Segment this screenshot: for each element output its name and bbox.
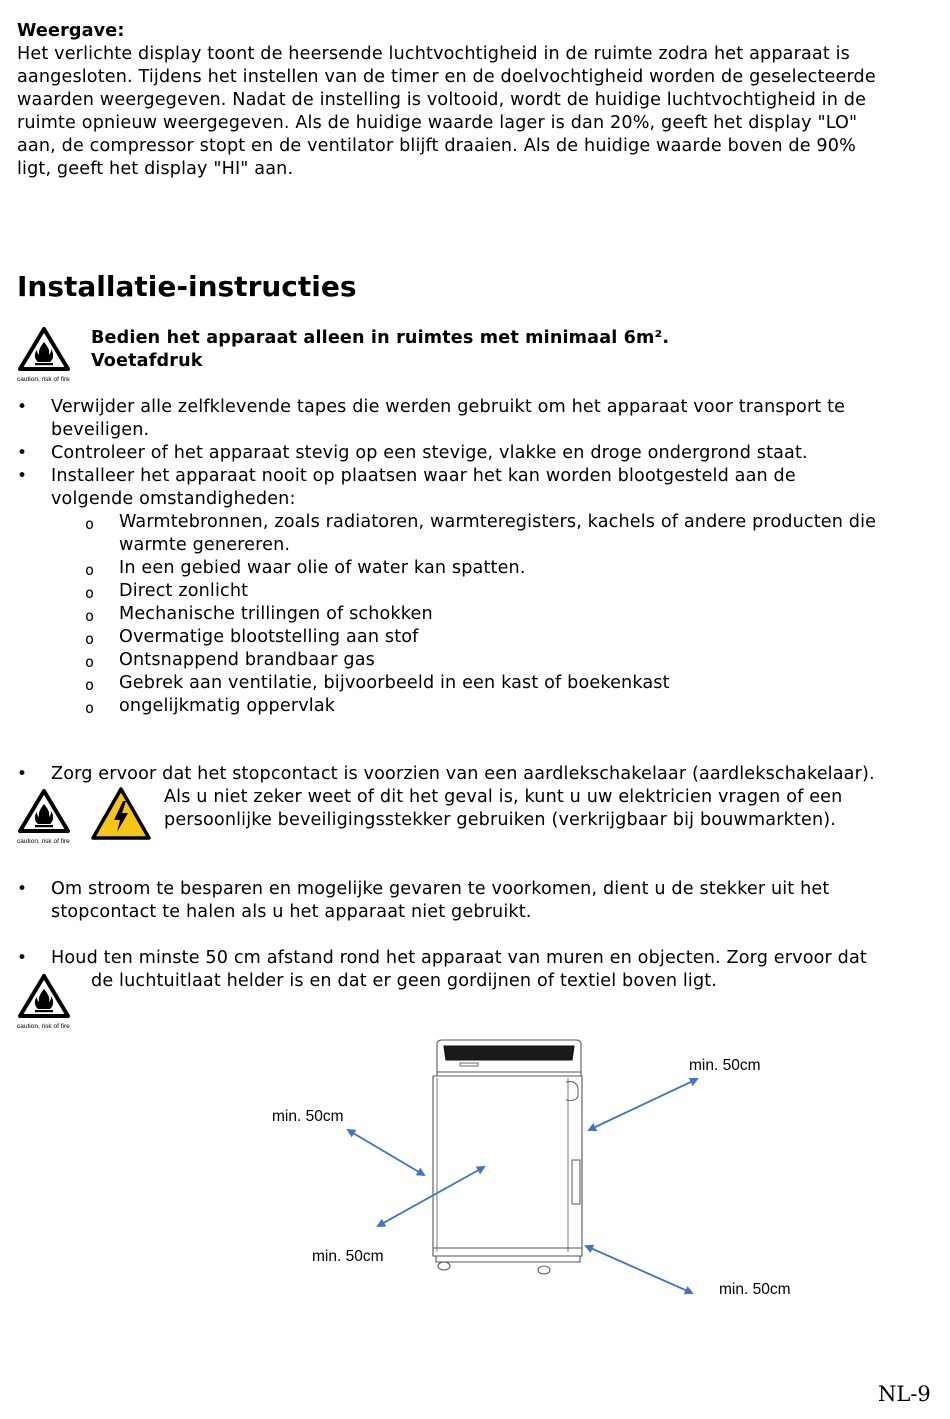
display-paragraph-line: ruimte opnieuw weergegeven. Als de huidige waarde lager is dan 20%, geeft het display "LO" [17,113,858,133]
bullet-icon: • [17,466,28,486]
bullet-text: beveiligen. [51,420,150,440]
display-paragraph-line: waarden weergegeven. Nadat de instelling is voltooid, wordt de huidige luchtvochtigheid in de [17,90,867,110]
display-paragraph-line: aan, de compressor stopt en de ventilator blijft draaien. Als de huidige waarde boven de 90% [17,136,856,156]
label-bottom-left: min. 50cm [312,1248,384,1265]
bullet-icon: • [17,879,28,899]
footprint-label: Voetafdruk [91,351,203,371]
rcd-text: Zorg ervoor dat het stopcontact is voorzien van een aardlekschakelaar (aardlekschakelaar). [51,764,875,784]
sub-bullet-icon: o [85,699,95,717]
dehumidifier-drawing [433,1040,582,1274]
sub-bullet-icon: o [85,630,95,648]
rcd-text: persoonlijke beveiligingsstekker gebruiken (verkrijgbaar bij bouwmarkten). [164,810,837,830]
bullet-icon: • [17,764,28,784]
sub-item-text: ongelijkmatig oppervlak [119,696,336,716]
clearance-figure [0,1030,950,1300]
page-number: NL-9 [878,1382,931,1406]
electric-warning-icon [90,786,152,846]
display-paragraph-line: ligt, geeft het display "HI" aan. [17,159,294,179]
fire-warning-caption: caution, risk of fire [17,1023,70,1030]
fire-warning-caption: caution, risk of fire [17,376,70,383]
sub-item-text: Overmatige blootstelling aan stof [119,627,419,647]
display-heading: Weergave: [17,21,125,41]
power-text: stopcontact te halen als u het apparaat niet gebruikt. [51,902,532,922]
sub-bullet-icon: o [85,561,95,579]
bullet-text: Installeer het apparaat nooit op plaatsen waar het kan worden blootgesteld aan de [51,466,796,486]
sub-item-text: warmte genereren. [119,535,291,555]
sub-bullet-icon: o [85,515,95,533]
install-heading: Installatie-instructies [17,270,357,303]
bullet-icon: • [17,948,28,968]
bullet-text: Controleer of het apparaat stevig op een stevige, vlakke en droge ondergrond staat. [51,443,808,463]
fire-warning-icon [17,788,71,845]
bullet-icon: • [17,397,28,417]
label-top-right: min. 50cm [689,1057,761,1074]
sub-bullet-icon: o [85,653,95,671]
clearance-text: Houd ten minste 50 cm afstand rond het apparaat van muren en objecten. Zorg ervoor dat [51,948,867,968]
sub-bullet-icon: o [85,584,95,602]
sub-item-text: In een gebied waar olie of water kan spatten. [119,558,526,578]
label-left: min. 50cm [272,1108,344,1125]
sub-bullet-icon: o [85,607,95,625]
fire-warning-caption: caution, risk of fire [17,838,70,845]
arrow-back-clearance [589,1079,697,1130]
room-size-warning: Bedien het apparaat alleen in ruimtes met minimaal 6m². [91,328,670,348]
arrow-right-clearance [586,1246,692,1293]
clearance-diagram [0,1030,950,1300]
sub-item-text: Ontsnappend brandbaar gas [119,650,375,670]
sub-bullet-icon: o [85,676,95,694]
sub-item-text: Direct zonlicht [119,581,249,601]
arrow-left-clearance [348,1130,424,1175]
power-text: Om stroom te besparen en mogelijke gevaren te voorkomen, dient u de stekker uit het [51,879,830,899]
sub-item-text: Warmtebronnen, zoals radiatoren, warmteregisters, kachels of andere producten die [119,512,877,532]
sub-item-text: Mechanische trillingen of schokken [119,604,433,624]
fire-warning-icon [17,326,71,383]
bullet-text: Verwijder alle zelfklevende tapes die werden gebruikt om het apparaat voor transport te [51,397,846,417]
rcd-text: Als u niet zeker weet of dit het geval is, kunt u uw elektricien vragen of een [164,787,843,807]
display-paragraph-line: aangesloten. Tijdens het instellen van de timer en de doelvochtigheid worden de geselecteerde [17,67,876,87]
fire-warning-icon [17,973,71,1030]
bullet-icon: • [17,443,28,463]
bullet-text: volgende omstandigheden: [51,489,296,509]
sub-item-text: Gebrek aan ventilatie, bijvoorbeeld in een kast of boekenkast [119,673,670,693]
clearance-text: de luchtuitlaat helder is en dat er geen gordijnen of textiel boven ligt. [91,971,718,991]
label-bottom-right: min. 50cm [719,1281,791,1298]
display-paragraph-line: Het verlichte display toont de heersende luchtvochtigheid in de ruimte zodra het apparaat is [17,44,850,64]
